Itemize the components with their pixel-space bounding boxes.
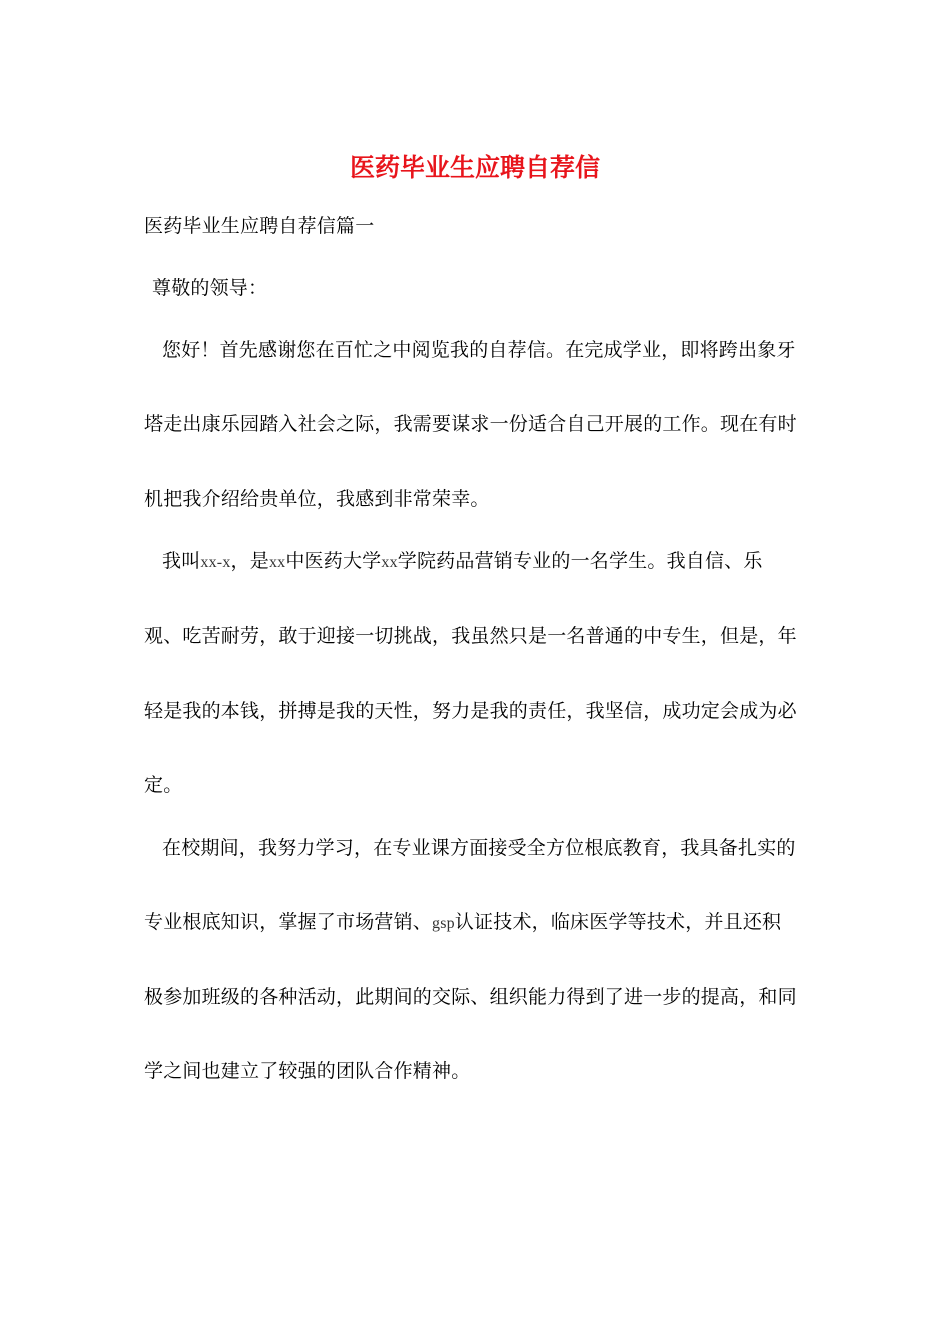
text-segment: ，是	[230, 550, 269, 572]
text-segment: 学院药品营销专业的一名学生。我自信、乐	[397, 550, 763, 572]
placeholder-xx: xx	[381, 554, 398, 571]
paragraph-3-line-3: 极参加班级的各种活动，此期间的交际、组织能力得到了进一步的提高，和同	[144, 986, 797, 1008]
salutation: 尊敬的领导：	[152, 277, 268, 299]
paragraph-3-line-1: 在校期间，我努力学习，在专业课方面接受全方位根底教育，我具备扎实的	[162, 837, 796, 859]
paragraph-1-line-3: 机把我介绍给贵单位，我感到非常荣幸。	[144, 488, 490, 510]
document-title: 医药毕业生应聘自荐信	[349, 153, 600, 182]
paragraph-2-line-4: 定。	[144, 774, 183, 796]
paragraph-2-line-3: 轻是我的本钱，拼搏是我的天性，努力是我的责任，我坚信，成功定会成为必	[144, 700, 797, 722]
text-segment: 中医药大学	[285, 550, 382, 572]
text-segment: 我叫	[162, 550, 201, 572]
text-segment: 专业根底知识，掌握了市场营销、	[144, 911, 433, 933]
paragraph-1-line-2: 塔走出康乐园踏入社会之际，我需要谋求一份适合自己开展的工作。现在有时	[144, 413, 797, 435]
paragraph-3-line-2	[144, 908, 804, 938]
section-heading: 医药毕业生应聘自荐信篇一	[144, 215, 375, 237]
paragraph-3-line-4: 学之间也建立了较强的团队合作精神。	[144, 1060, 471, 1082]
paragraph-2-line-1	[162, 547, 822, 577]
text-segment: 认证技术，临床医学等技术，并且还积	[454, 911, 782, 933]
name-placeholder: xx-x	[200, 554, 231, 571]
paragraph-1-line-1: 您好！首先感谢您在百忙之中阅览我的自荐信。在完成学业，即将跨出象牙	[162, 339, 796, 361]
paragraph-2-line-2: 观、吃苦耐劳，敢于迎接一切挑战，我虽然只是一名普通的中专生，但是，年	[144, 625, 797, 647]
gsp-term: gsp	[432, 915, 455, 932]
placeholder-xx: xx	[268, 554, 286, 571]
